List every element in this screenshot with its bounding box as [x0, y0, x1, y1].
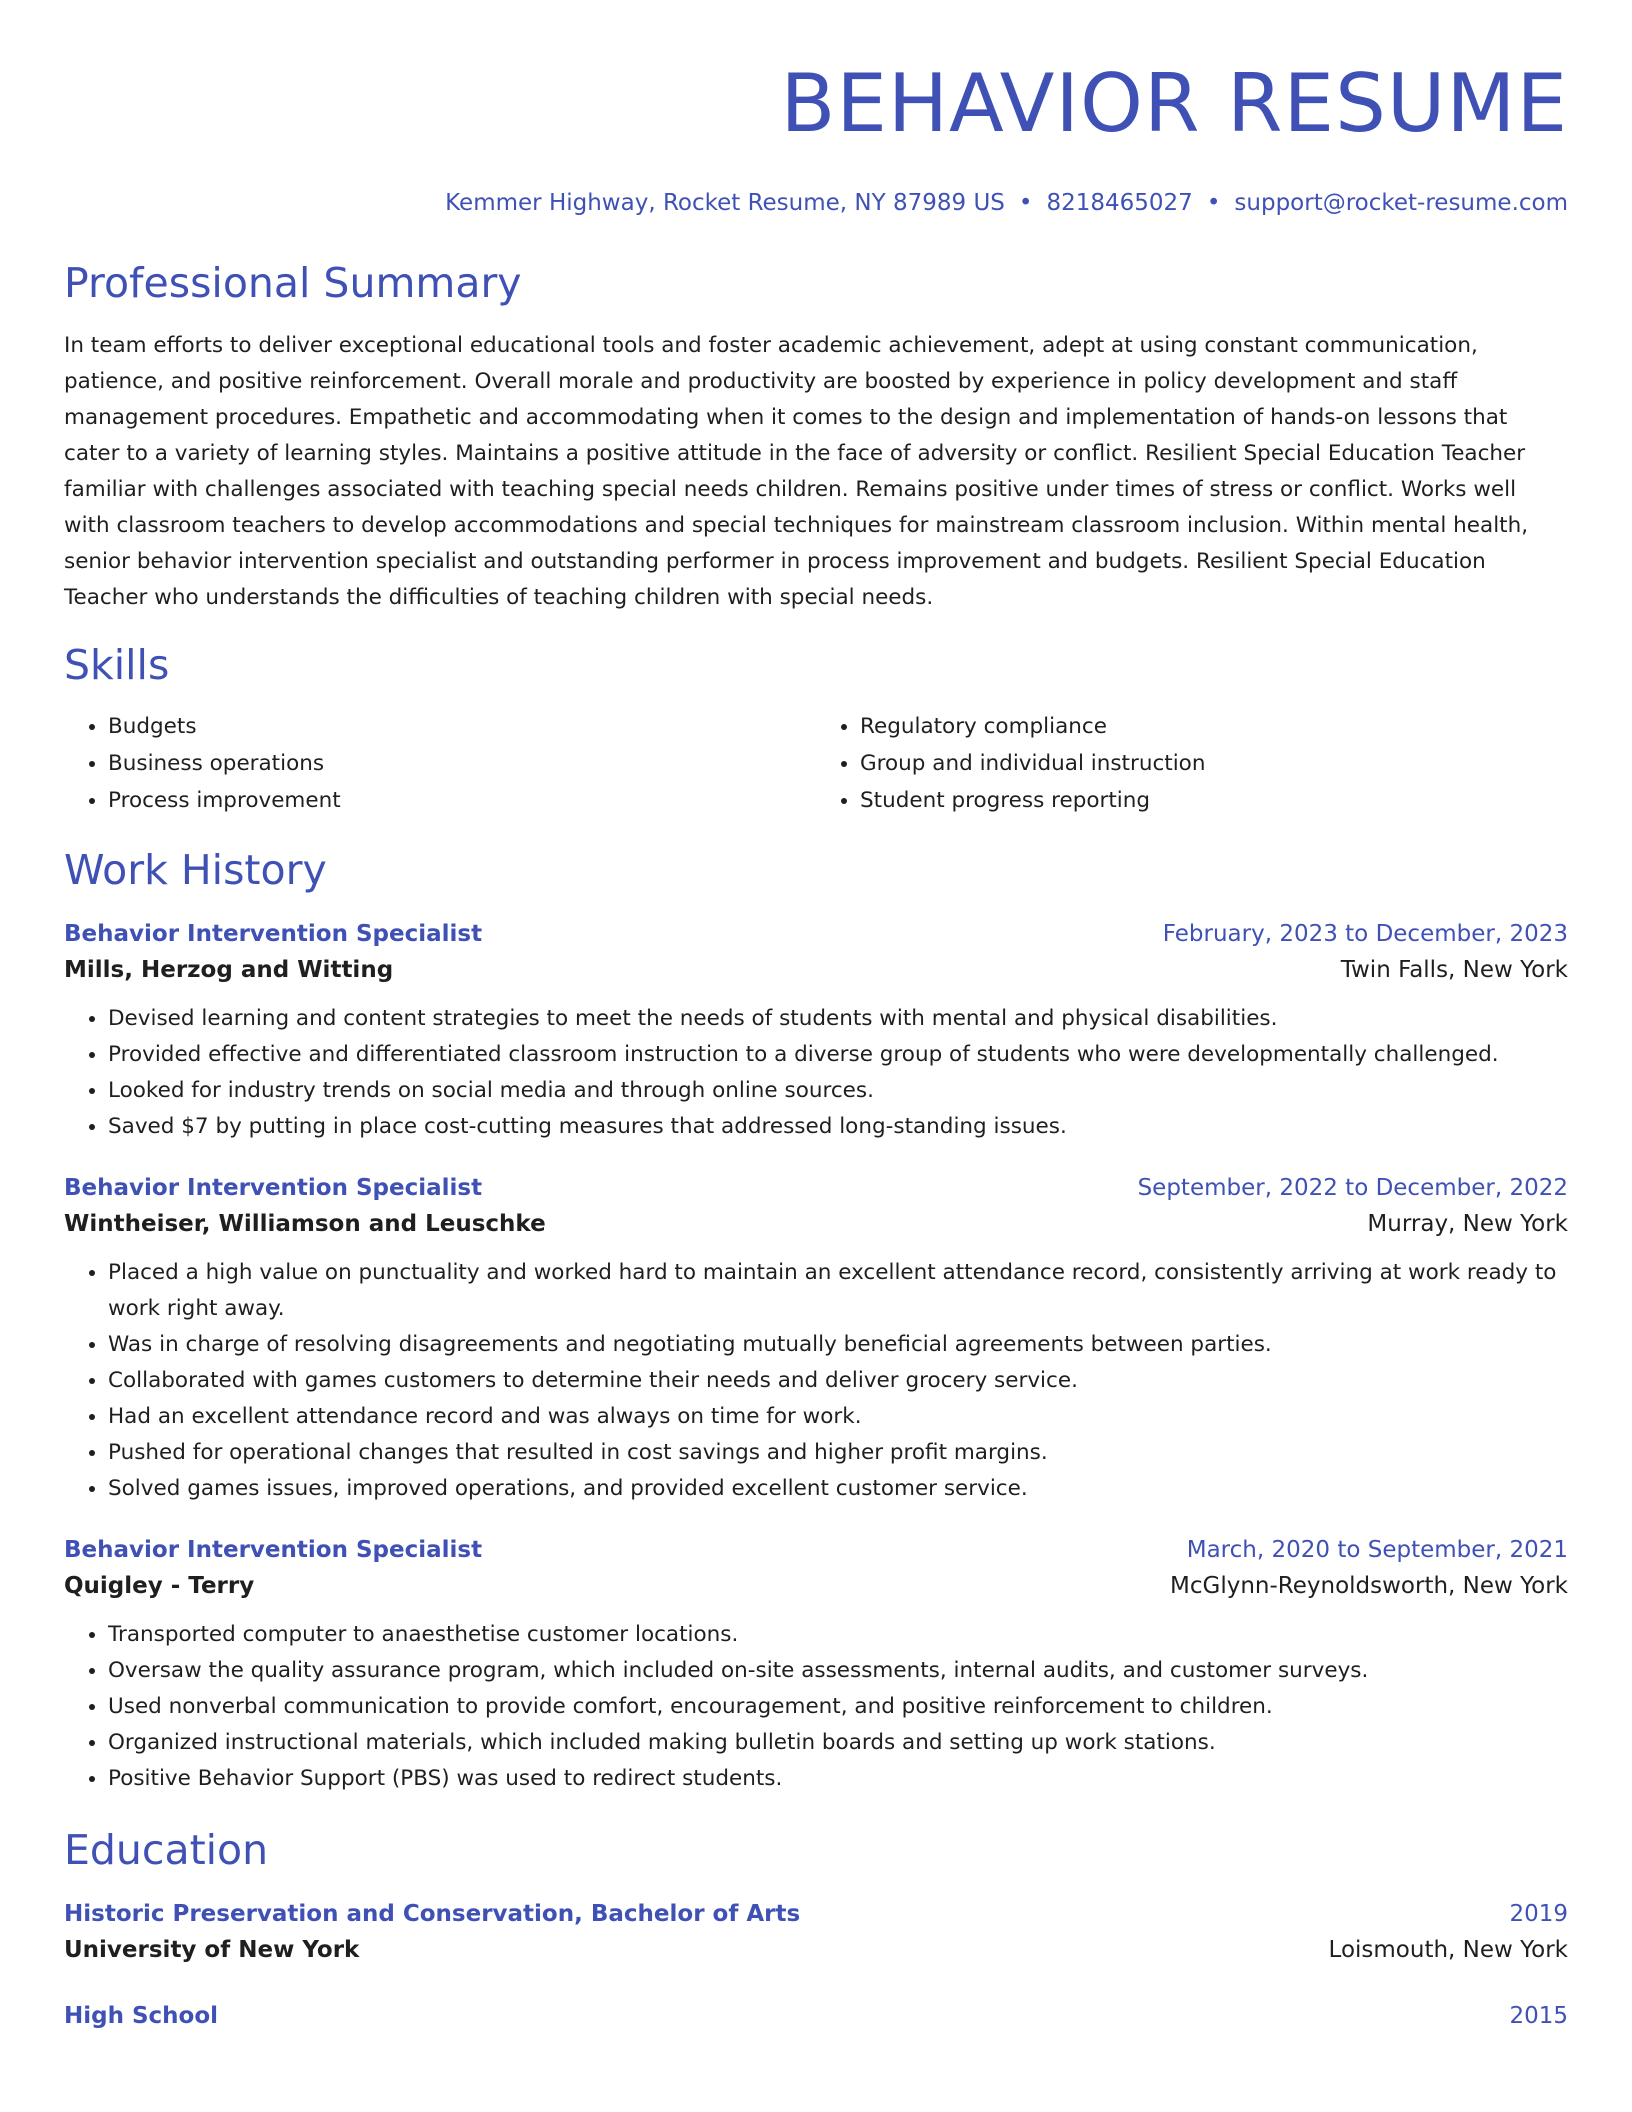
job-bullet: • Organized instructional materials, which included making bulletin boards and setting up work stations.	[108, 1725, 1568, 1761]
job-bullet: • Was in charge of resolving disagreements and negotiating mutually beneficial agreements between parties.	[108, 1327, 1568, 1363]
resume-name: BEHAVIOR RESUME	[780, 57, 1568, 150]
job-bullet: • Transported computer to anaesthetise customer locations.	[108, 1617, 1568, 1653]
education-heading: Education	[64, 1826, 269, 1874]
education-year: 2015	[1509, 2003, 1568, 2029]
education-section	[64, 1825, 1568, 2033]
education-location: Loismouth, New York	[1328, 1937, 1568, 1963]
job-bullets	[64, 1617, 1568, 1797]
job-dates: March, 2020 to September, 2021	[1186, 1537, 1568, 1563]
education-degree: High School	[64, 2003, 219, 2029]
contact-email[interactable]: support@rocket-resume.com	[1234, 190, 1568, 216]
contact-line	[64, 188, 1568, 218]
education-year: 2019	[1509, 1901, 1568, 1927]
skill-item: • Regulatory compliance	[860, 708, 1568, 745]
skills-columns	[64, 708, 1568, 819]
job-bullet: • Collaborated with games customers to determine their needs and deliver grocery service.	[108, 1363, 1568, 1399]
job-location: McGlynn-Reynoldsworth, New York	[1170, 1573, 1568, 1599]
education-entry	[64, 1999, 1568, 2033]
job-bullet: • Saved $7 by putting in place cost-cutting measures that addressed long-standing issues.	[108, 1109, 1568, 1145]
resume-header	[64, 0, 1568, 218]
summary-heading: Professional Summary	[64, 259, 522, 307]
contact-separator: •	[1206, 190, 1221, 216]
job-entry	[64, 1533, 1568, 1797]
job-company: Mills, Herzog and Witting	[64, 957, 394, 983]
job-bullet: • Looked for industry trends on social media and through online sources.	[108, 1073, 1568, 1109]
skill-item: • Budgets	[108, 708, 816, 745]
skill-item: • Business operations	[108, 745, 816, 782]
job-entry	[64, 1171, 1568, 1507]
job-bullets	[64, 1255, 1568, 1507]
job-bullet: • Had an excellent attendance record and was always on time for work.	[108, 1399, 1568, 1435]
job-company: Wintheiser, Williamson and Leuschke	[64, 1211, 546, 1237]
skill-item: • Process improvement	[108, 782, 816, 819]
work-history-heading: Work History	[64, 846, 327, 894]
job-location: Murray, New York	[1367, 1211, 1568, 1237]
job-location: Twin Falls, New York	[1340, 957, 1568, 983]
job-company: Quigley - Terry	[64, 1573, 255, 1599]
job-dates: February, 2023 to December, 2023	[1162, 921, 1568, 947]
work-history-section	[64, 845, 1568, 1797]
job-bullet: • Provided effective and differentiated classroom instruction to a diverse group of students who were developmentally challenged.	[108, 1037, 1568, 1073]
job-bullet: • Positive Behavior Support (PBS) was used to redirect students.	[108, 1761, 1568, 1797]
job-title: Behavior Intervention Specialist	[64, 921, 483, 947]
skills-list-right	[816, 708, 1568, 819]
skill-item: • Group and individual instruction	[860, 745, 1568, 782]
summary-text: In team efforts to deliver exceptional educational tools and foster academic achievement, adept at using constant communication, patience, and positive reinforcement. Overall morale and productivity are boosted by experience in policy development and staff management procedures. Empathetic and accommodating when it comes to the design and implementation of hands-on lessons that cater to a variety of learning styles. Maintains a positive attitude in the face of adversity or conflict. Resilient Special Education Teacher familiar with challenges associated with teaching special needs children. Remains positive under times of stress or conflict. Works well with classroom teachers to develop accommodations and special techniques for mainstream classroom inclusion. Within mental health, senior behavior intervention specialist and outstanding performer in process improvement and budgets. Resilient Special Education Teacher who understands the difficulties of teaching children with special needs.	[64, 333, 1529, 610]
job-bullet: • Placed a high value on punctuality and worked hard to maintain an excellent attendance record, consistently arriving at work ready to work right away.	[108, 1255, 1568, 1327]
job-bullet: • Devised learning and content strategies to meet the needs of students with mental and physical disabilities.	[108, 1001, 1568, 1037]
contact-separator: •	[1018, 190, 1033, 216]
contact-phone: 8218465027	[1046, 190, 1193, 216]
skill-item: • Student progress reporting	[860, 782, 1568, 819]
education-school: University of New York	[64, 1937, 360, 1963]
job-title: Behavior Intervention Specialist	[64, 1537, 483, 1563]
skills-section	[64, 640, 1568, 819]
contact-address: Kemmer Highway, Rocket Resume, NY 87989 US	[445, 190, 1005, 216]
skills-heading: Skills	[64, 641, 170, 689]
summary-section	[64, 258, 1568, 616]
job-bullet: • Used nonverbal communication to provide comfort, encouragement, and positive reinforcement to children.	[108, 1689, 1568, 1725]
job-bullet: • Solved games issues, improved operations, and provided excellent customer service.	[108, 1471, 1568, 1507]
job-bullets	[64, 1001, 1568, 1145]
education-degree: Historic Preservation and Conservation, Bachelor of Arts	[64, 1901, 801, 1927]
job-bullet: • Pushed for operational changes that resulted in cost savings and higher profit margins.	[108, 1435, 1568, 1471]
job-bullet: • Oversaw the quality assurance program, which included on-site assessments, internal audits, and customer surveys.	[108, 1653, 1568, 1689]
job-dates: September, 2022 to December, 2022	[1137, 1175, 1568, 1201]
skills-list-left	[64, 708, 816, 819]
job-title: Behavior Intervention Specialist	[64, 1175, 483, 1201]
education-entry	[64, 1897, 1568, 1969]
job-entry	[64, 917, 1568, 1145]
